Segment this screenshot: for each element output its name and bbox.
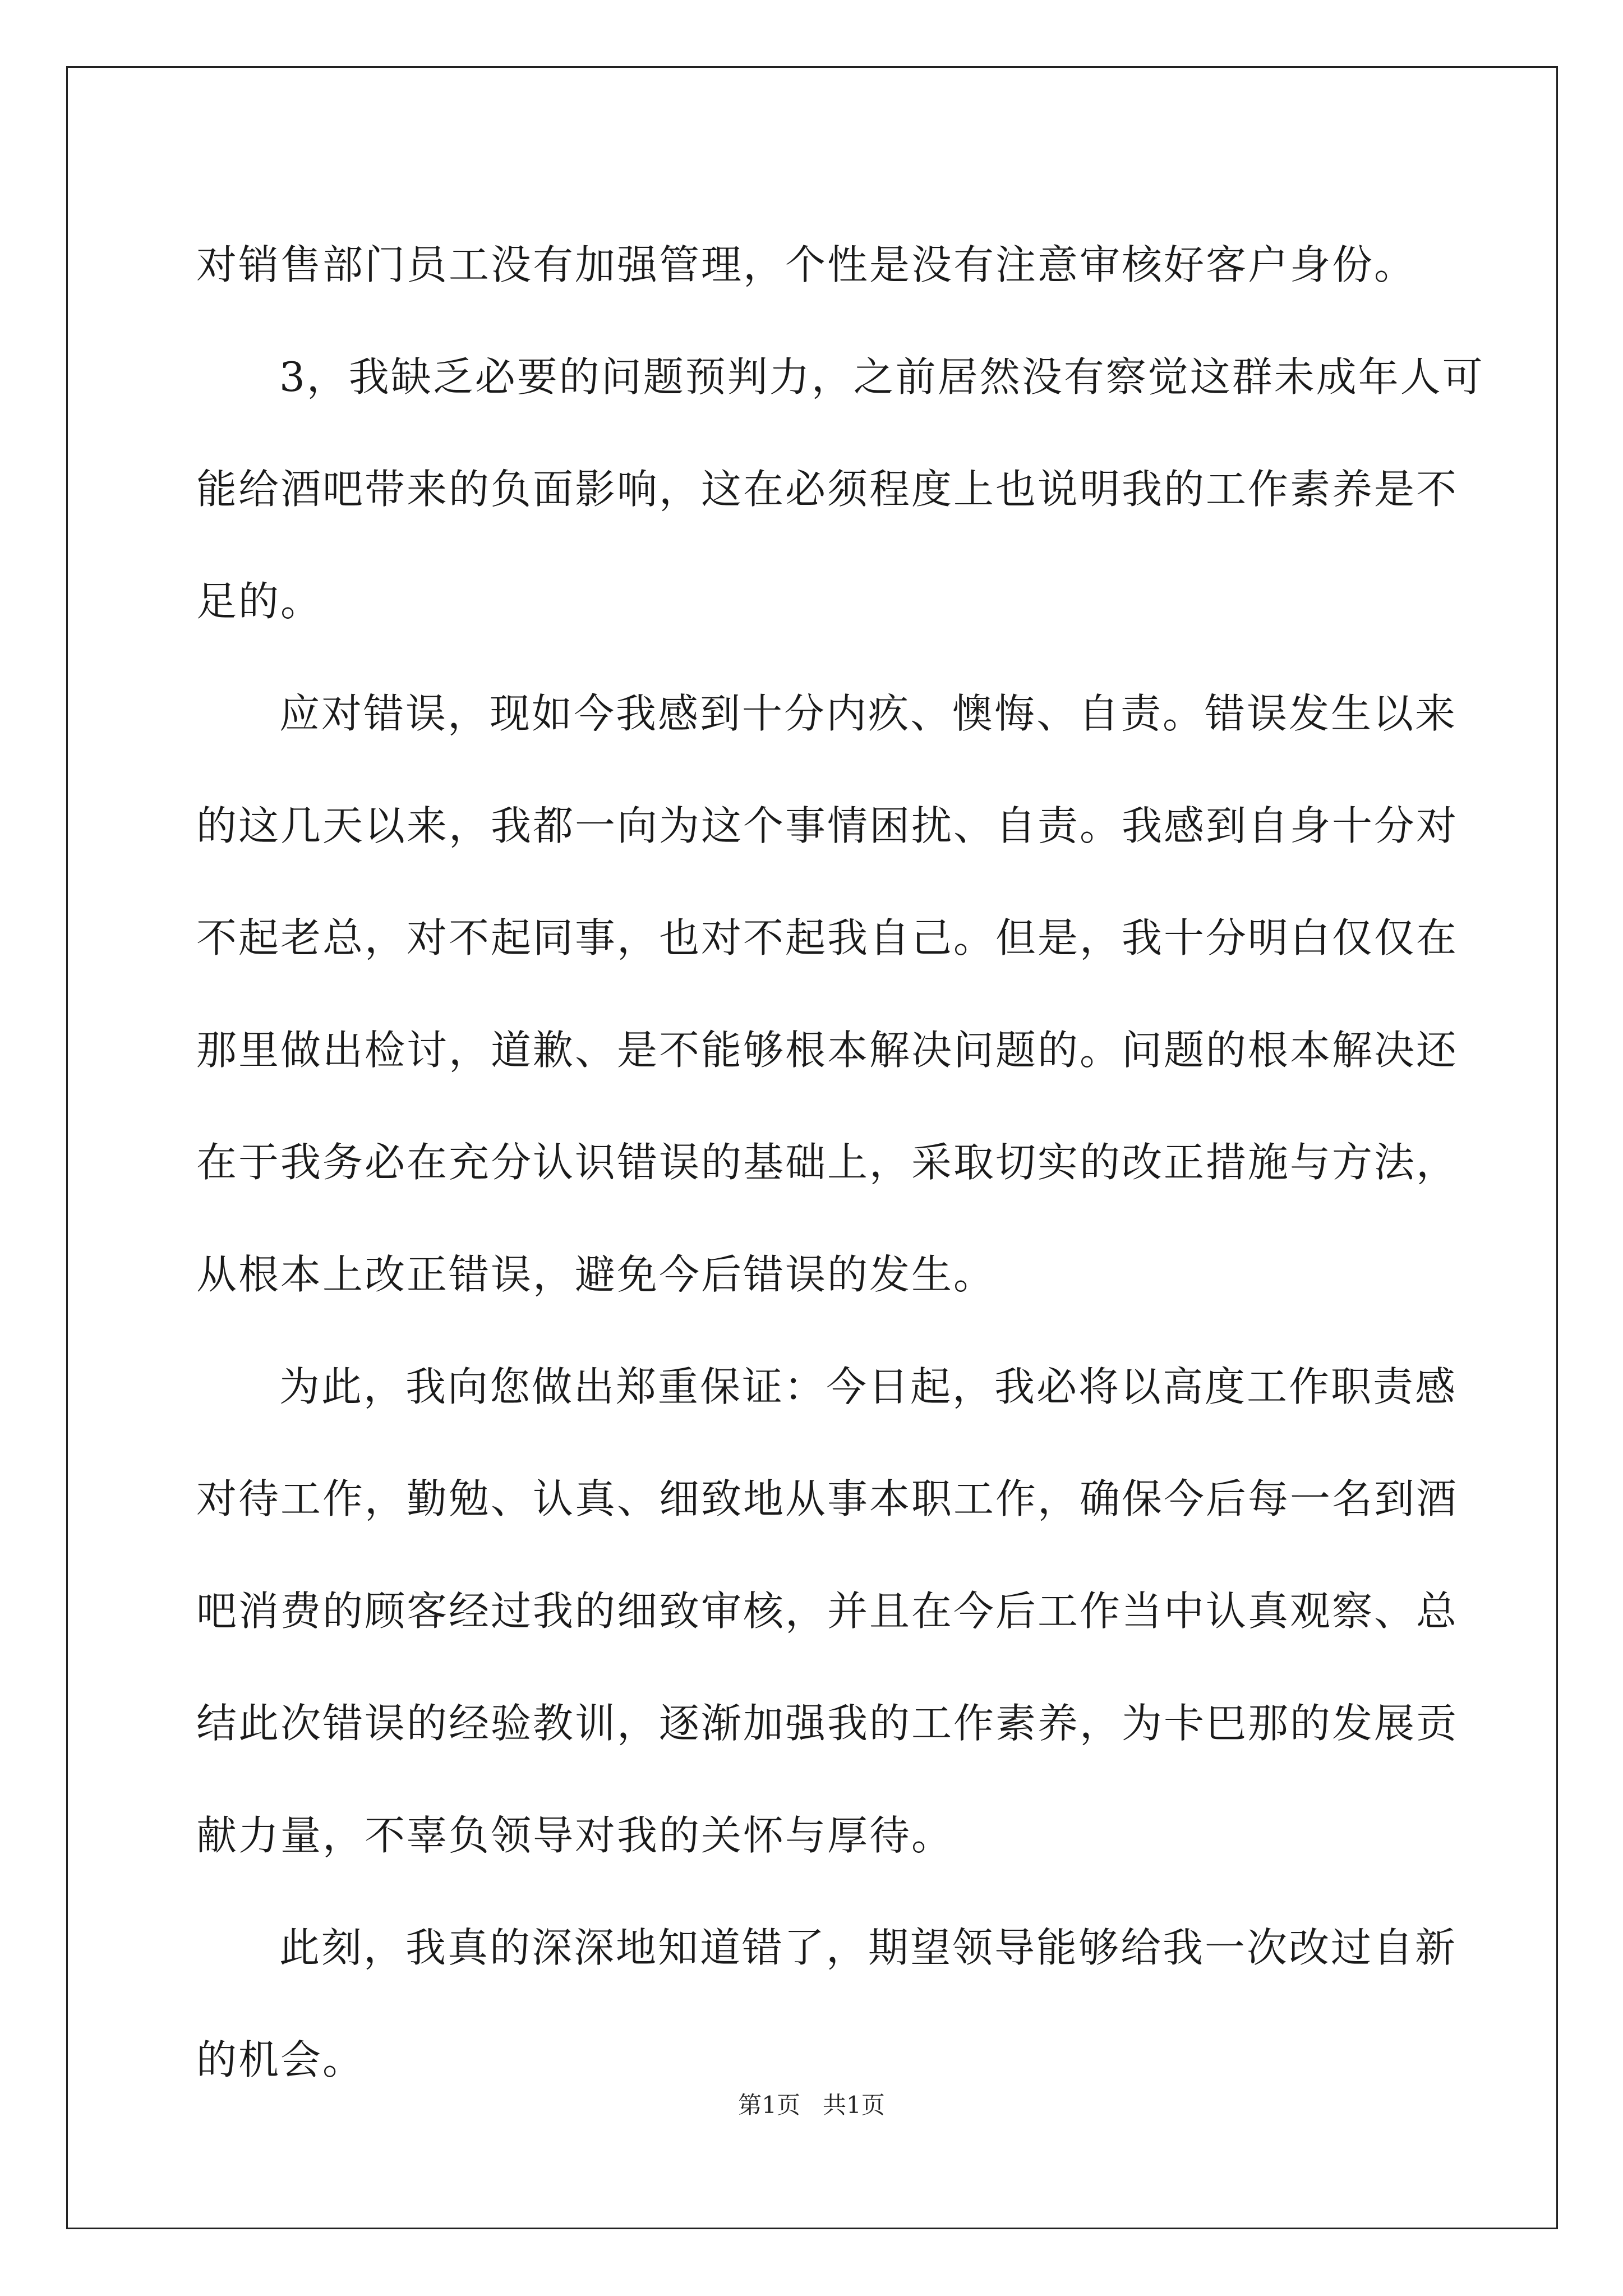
text-line: 为此，我向您做出郑重保证：今日起，我必将以高度工作职责感 bbox=[279, 1363, 1458, 1410]
text-line: 应对错误，现如今我感到十分内疚、懊悔、自责。错误发生以来 bbox=[279, 690, 1458, 737]
text-line: 吧消费的顾客经过我的细致审核，并且在今后工作当中认真观察、总 bbox=[196, 1588, 1459, 1635]
text-line: 3，我缺乏必要的问题预判力，之前居然没有察觉这群未成年人可 bbox=[279, 353, 1484, 401]
document-body bbox=[196, 209, 1484, 2116]
text-line: 能给酒吧带来的负面影响，这在必须程度上也说明我的工作素养是不 bbox=[196, 466, 1459, 513]
text-line: 结此次错误的经验教训，逐渐加强我的工作素养，为卡巴那的发展贡 bbox=[196, 1700, 1459, 1747]
text-line: 的这几天以来，我都一向为这个事情困扰、自责。我感到自身十分对 bbox=[196, 802, 1459, 849]
text-line: 对待工作，勤勉、认真、细致地从事本职工作，确保今后每一名到酒 bbox=[196, 1475, 1459, 1522]
text-line: 那里做出检讨，道歉、是不能够根本解决问题的。问题的根本解决还 bbox=[196, 1027, 1459, 1074]
text-line: 的机会。 bbox=[196, 2036, 365, 2083]
text-line: 此刻，我真的深深地知道错了，期望领导能够给我一次改过自新 bbox=[279, 1924, 1458, 1971]
text-line: 从根本上改正错误，避免今后错误的发生。 bbox=[196, 1251, 996, 1298]
text-line: 不起老总，对不起同事，也对不起我自己。但是，我十分明白仅仅在 bbox=[196, 914, 1459, 961]
text-line: 对销售部门员工没有加强管理，个性是没有注意审核好客户身份。 bbox=[196, 241, 1417, 288]
page-number: 第1页 bbox=[738, 2091, 800, 2119]
text-line: 献力量，不辜负领导对我的关怀与厚待。 bbox=[196, 1812, 954, 1859]
page-total: 共1页 bbox=[823, 2091, 885, 2119]
page-footer bbox=[0, 2087, 1623, 2120]
text-line: 足的。 bbox=[196, 578, 323, 625]
text-line: 在于我务必在充分认识错误的基础上，采取切实的改正措施与方法， bbox=[196, 1139, 1459, 1186]
